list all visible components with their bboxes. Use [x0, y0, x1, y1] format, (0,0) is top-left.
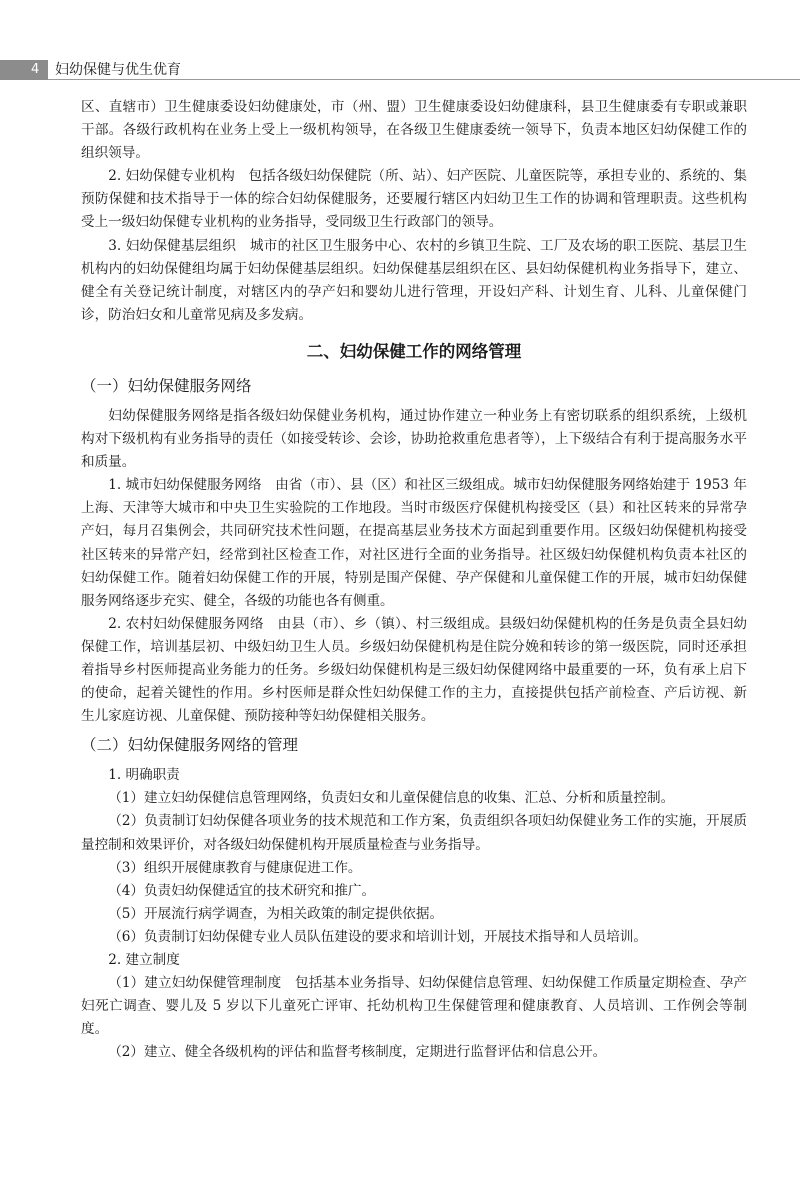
- running-header: [0, 60, 800, 80]
- page-body: [81, 96, 747, 1064]
- paragraph-continuation: 区、直辖市）卫生健康委设妇幼健康处，市（州、盟）卫生健康委设妇幼健康科，县卫生健康委有专职或兼职干部。各级行政机构在业务上受上一级机构领导，在各级卫生健康委统一领导下，负责本地区妇幼保健工作的组织领导。: [81, 99, 747, 162]
- list-item-duty-2: （2）负责制订妇幼保健各项业务的技术规范和工作方案，负责组织各项妇幼保健业务工作的实施，开展质量控制和效果评价，对各级妇幼保健机构开展质量检查与业务指导。: [81, 813, 747, 853]
- page-number: 4: [31, 62, 40, 77]
- paragraph-grassroots-organizations: 3. 妇幼保健基层组织 城市的社区卫生服务中心、农村的乡镇卫生院、工厂及农场的职工医院、基层卫生机构内的妇幼保健组均属于妇幼保健基层组织。妇幼保健基层组织在区、县妇幼保健机构业务指导下，建立、健全有关登记统计制度，对辖区内的孕产妇和婴幼儿进行管理，开设妇产科、计划生育、儿科、儿童保健门诊，防治妇女和儿童常见病及多发病。: [81, 237, 747, 323]
- paragraph-professional-institutions: 2. 妇幼保健专业机构 包括各级妇幼保健院（所、站）、妇产医院、儿童医院等，承担专业的、系统的、集预防保健和技术指导于一体的综合妇幼保健服务，还要履行辖区内妇幼卫生工作的协调和管理职责。这些机构受上一级妇幼保健专业机构的业务指导，受同级卫生行政部门的领导。: [81, 168, 747, 231]
- list-item-duty-6: （6）负责制订妇幼保健专业人员队伍建设的要求和培训计划，开展技术指导和人员培训。: [108, 928, 647, 945]
- list-item-duty-5: （5）开展流行病学调查，为相关政策的制定提供依据。: [108, 905, 444, 922]
- paragraph-network-definition: 妇幼保健服务网络是指各级妇幼保健业务机构，通过协作建立一种业务上有密切联系的组织系统，上级机构对下级机构有业务指导的责任（如接受转诊、会诊，协助抢救重危患者等），上下级结合有利于提高服务水平和质量。: [81, 407, 747, 471]
- list-item-duty-4: （4）负责妇幼保健适宜的技术研究和推广。: [108, 882, 376, 899]
- running-title: 妇幼保健与优生优育: [55, 62, 181, 78]
- list-heading-duties: 1. 明确职责: [108, 767, 180, 784]
- list-item-duty-1: （1）建立妇幼保健信息管理网络，负责妇女和儿童保健信息的收集、汇总、分析和质量控制。: [108, 790, 675, 807]
- header-tab: [0, 60, 48, 80]
- subsection-heading-service-network: （一）妇幼保健服务网络: [81, 376, 252, 395]
- list-heading-systems: 2. 建立制度: [108, 952, 180, 968]
- section-heading: 二、妇幼保健工作的网络管理: [306, 341, 522, 361]
- header-rule: [48, 79, 800, 80]
- paragraph-urban-network: 1. 城市妇幼保健服务网络 由省（市）、县（区）和社区三级组成。城市妇幼保健服务网络始建于 1953 年上海、天津等大城市和中央卫生实验院的工作地段。当时市级医疗保健机构接受区（县）和社区转来的异常孕产妇，每月召集例会，共同研究技术性问题，在提高基层业务技术方面起到重要作用。区级妇幼保健机构接受社区转来的异常产妇，经常到社区检查工作，对社区进行全面的业务指导。社区级妇幼保健机构负责本社区的妇幼保健工作。随着妇幼保健工作的开展，特别是围产保健、孕产保健和儿童保健工作的开展，城市妇幼保健服务网络逐步充实、健全，各级的功能也各有侧重。: [81, 477, 747, 609]
- list-item-duty-3: （3）组织开展健康教育与健康促进工作。: [108, 859, 362, 876]
- list-item-system-2: （2）建立、健全各级机构的评估和监督考核制度，定期进行监督评估和信息公开。: [108, 1044, 607, 1061]
- paragraph-rural-network: 2. 农村妇幼保健服务网络 由县（市）、乡（镇）、村三级组成。县级妇幼保健机构的任务是负责全县妇幼保健工作，培训基层初、中级妇幼卫生人员。乡级妇幼保健机构是住院分娩和转诊的第一级医院，同时还承担着指导乡村医师提高业务能力的任务。乡级妇幼保健机构是三级妇幼保健网络中最重要的一环，负有承上启下的使命，起着关键性的作用。乡村医师是群众性妇幼保健工作的主力，直接提供包括产前检查、产后访视、新生儿家庭访视、儿童保健、预防接种等妇幼保健相关服务。: [81, 615, 747, 725]
- subsection-heading-network-management: （二）妇幼保健服务网络的管理: [81, 736, 299, 755]
- list-item-system-1: （1）建立妇幼保健管理制度 包括基本业务指导、妇幼保健信息管理、妇幼保健工作质量定期检查、孕产妇死亡调查、婴儿及 5 岁以下儿童死亡评审、托幼机构卫生保健管理和健康教育、人员培训、工作例会等制度。: [81, 975, 747, 1038]
